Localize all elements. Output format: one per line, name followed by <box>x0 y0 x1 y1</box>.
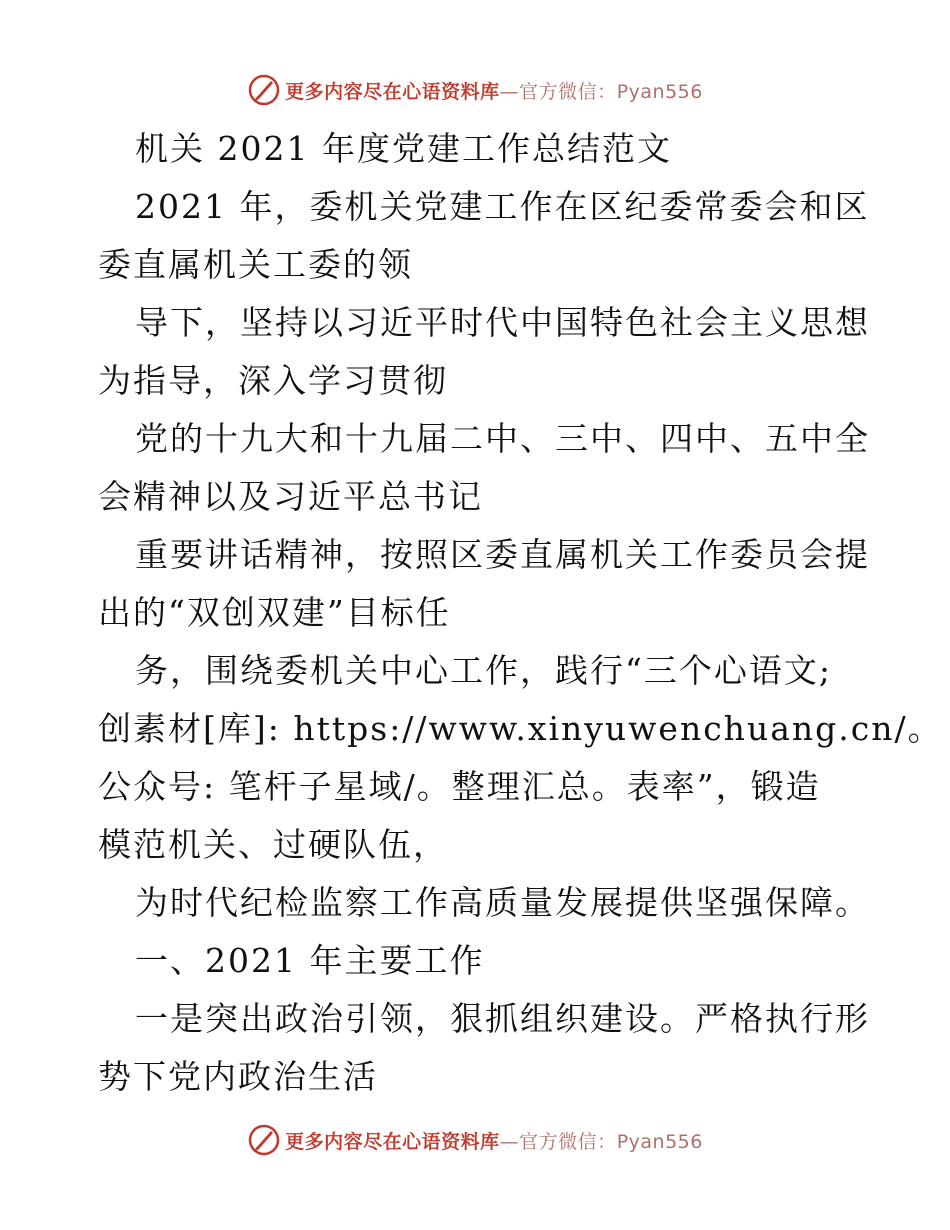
document-line: 2021 年，委机关党建工作在区纪委常委会和区 <box>135 187 870 226</box>
document-line: 重要讲话精神，按照区委直属机关工作委员会提 <box>135 535 870 574</box>
document-line: 创素材[库]: https://www.xinyuwenchuang.cn/。 <box>98 709 943 748</box>
document-line: 出的“双创双建”目标任 <box>98 593 451 632</box>
document-line: 公众号: 笔杆子星域/。整理汇总。表率”，锻造 <box>98 767 821 806</box>
header-banner <box>0 70 950 110</box>
banner-text <box>285 1127 703 1154</box>
banner-wechat-id: Pyan556 <box>616 80 703 103</box>
document-title: 机关 2021 年度党建工作总结范文 <box>135 129 672 168</box>
document-line: 模范机关、过硬队伍， <box>98 825 448 864</box>
banner-text <box>285 77 703 104</box>
document-line: 会精神以及习近平总书记 <box>98 477 483 516</box>
banner-main-text: 更多内容尽在心语资料库 <box>285 1130 500 1153</box>
document-line: 为指导，深入学习贯彻 <box>98 361 448 400</box>
banner-wechat-id: Pyan556 <box>616 1130 703 1153</box>
footer-banner <box>0 1120 950 1160</box>
quill-pen-logo-icon <box>247 1123 281 1157</box>
banner-wechat-label: 官方微信： <box>519 1130 617 1153</box>
document-body <box>98 120 943 1106</box>
document-line: 一是突出政治引领，狠抓组织建设。严格执行形 <box>135 999 870 1038</box>
banner-wechat-label: 官方微信： <box>519 80 617 103</box>
document-line: 势下党内政治生活 <box>98 1057 378 1096</box>
banner-main-text: 更多内容尽在心语资料库 <box>285 80 500 103</box>
document-line: 导下，坚持以习近平时代中国特色社会主义思想 <box>135 303 870 342</box>
document-line: 务，围绕委机关中心工作，践行“三个心语文; <box>135 651 832 690</box>
document-line: 一、2021 年主要工作 <box>135 941 485 980</box>
document-line: 委直属机关工委的领 <box>98 245 413 284</box>
banner-separator: — <box>499 80 520 103</box>
document-line: 为时代纪检监察工作高质量发展提供坚强保障。 <box>135 883 870 922</box>
banner-separator: — <box>499 1130 520 1153</box>
document-line: 党的十九大和十九届二中、三中、四中、五中全 <box>135 419 870 458</box>
quill-pen-logo-icon <box>247 73 281 107</box>
